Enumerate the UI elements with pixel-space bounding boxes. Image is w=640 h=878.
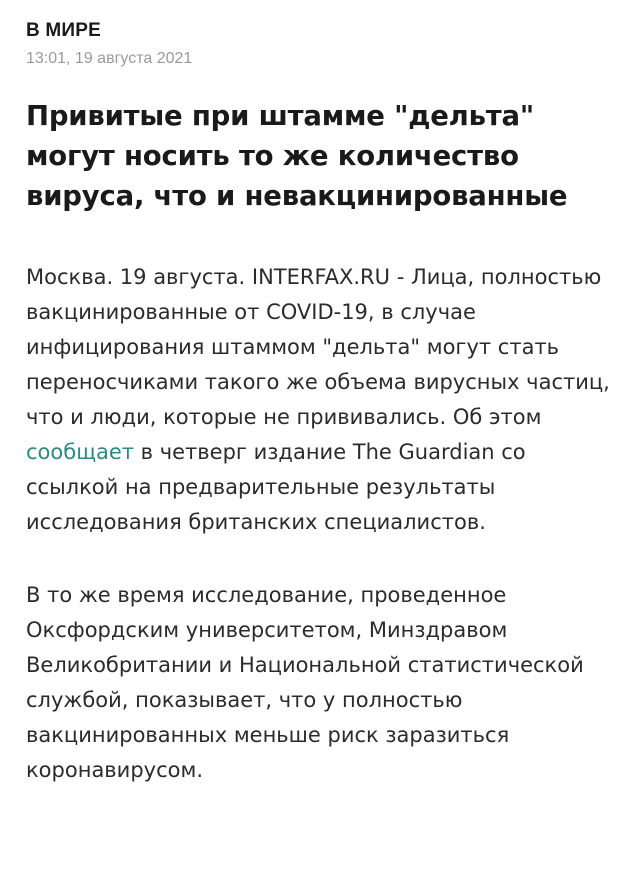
- paragraph-text: Москва. 19 августа. INTERFAX.RU - Лица, полностью вакцинированные от COVID-19, в случае инфицирования штаммом "дельта" могут стать переносчиками такого же объема вирусных частиц, что и люди, которые не прививались. Об этом: [26, 265, 610, 429]
- article-paragraph-2: В то же время исследование, проведенное Оксфордским университетом, Минздравом Великобритании и Национальной статистической службой, показывает, что у полностью вакцинированных меньше риск заразиться коронавирусом.: [26, 583, 584, 782]
- source-link[interactable]: сообщает: [26, 440, 134, 464]
- paragraph-text: в четверг издание The Guardian со ссылкой на предварительные результаты исследования британских специалистов.: [26, 440, 526, 534]
- rubric-label[interactable]: В МИРЕ: [26, 20, 102, 41]
- publish-timestamp: 13:01, 19 августа 2021: [26, 50, 193, 67]
- article-headline: Привитые при штамме "дельта" могут носить то же количество вируса, что и невакцинированные: [26, 100, 568, 212]
- article-paragraph-1: [26, 260, 614, 540]
